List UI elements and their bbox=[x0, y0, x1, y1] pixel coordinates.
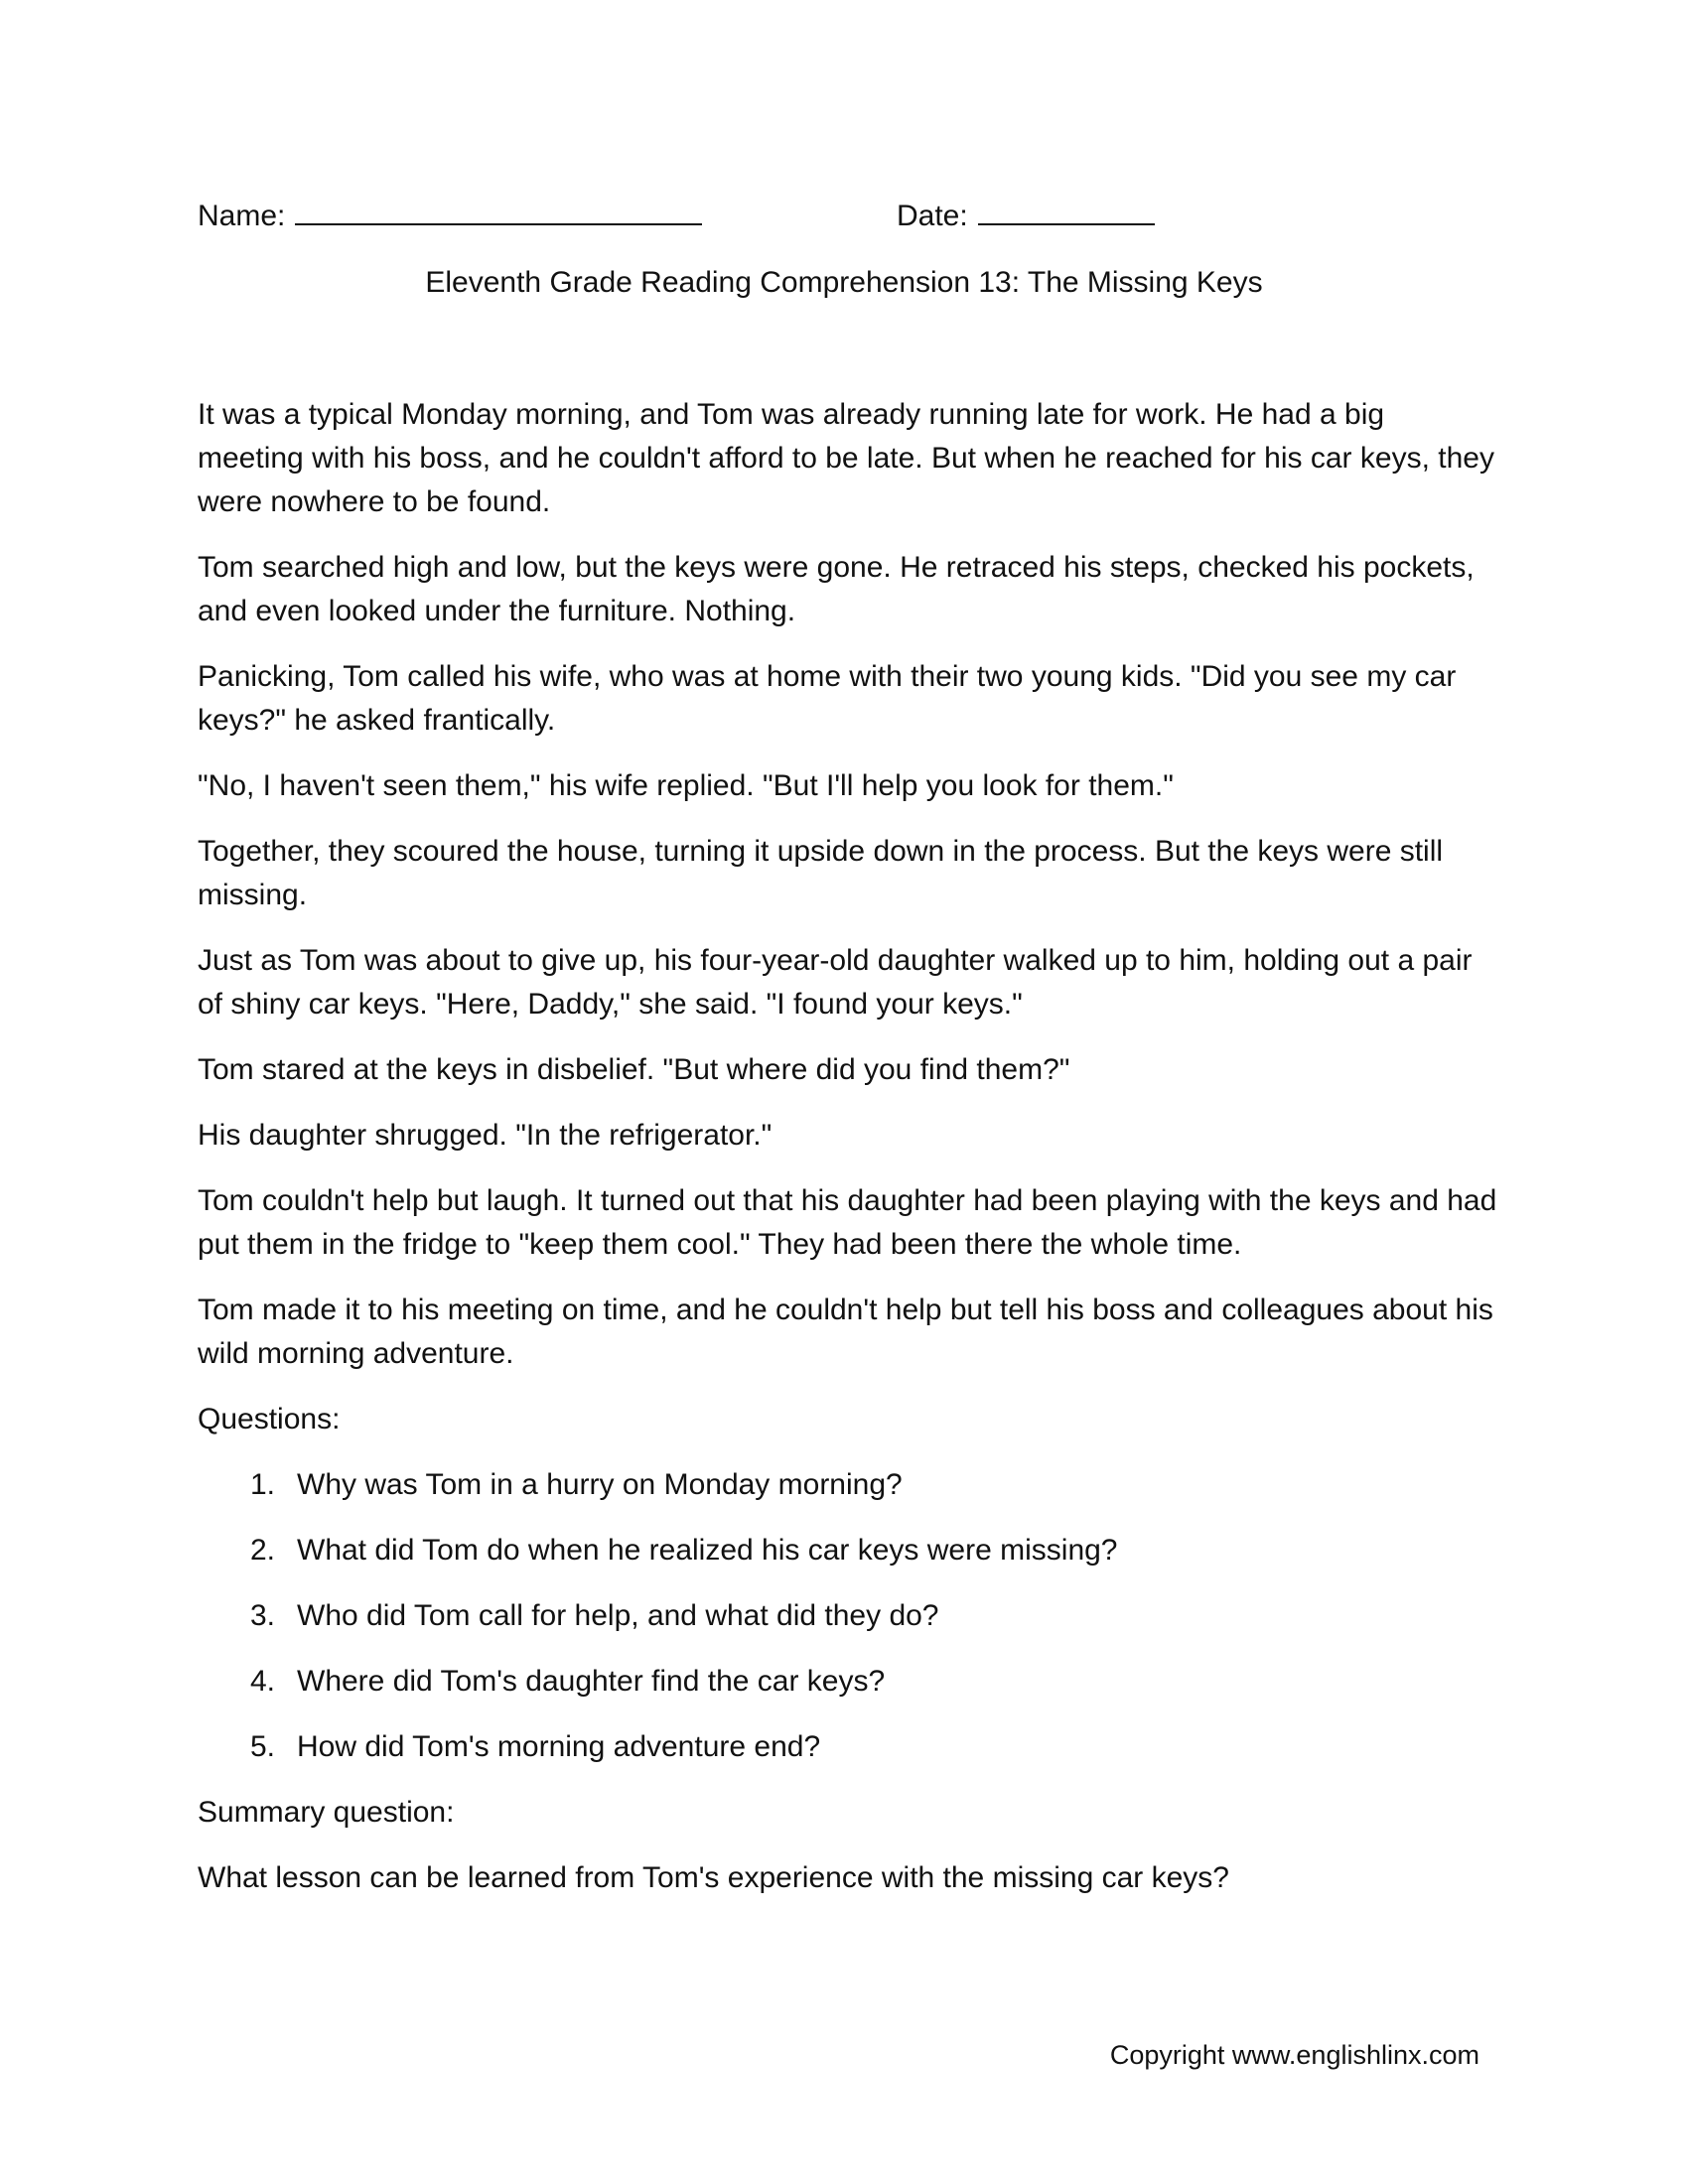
question-text: Who did Tom call for help, and what did they do? bbox=[297, 1599, 939, 1632]
story-paragraph: Tom made it to his meeting on time, and he couldn't help but tell his boss and colleagues about his wild morning adventure. bbox=[198, 1294, 1493, 1370]
story-paragraph: Tom stared at the keys in disbelief. "But where did you find them?" bbox=[198, 1053, 1070, 1086]
story-paragraph: Panicking, Tom called his wife, who was at home with their two young kids. "Did you see my car keys?" he asked frantically. bbox=[198, 660, 1457, 737]
date-field bbox=[897, 200, 1155, 233]
date-blank-line[interactable] bbox=[978, 202, 1155, 225]
question-number: 3. bbox=[249, 1599, 275, 1632]
question-item bbox=[198, 1660, 1498, 1704]
question-item bbox=[198, 1529, 1498, 1572]
story-paragraph: Tom searched high and low, but the keys were gone. He retraced his steps, checked his pockets, and even looked under the furniture. Nothing. bbox=[198, 551, 1475, 627]
name-blank-line[interactable] bbox=[295, 202, 702, 225]
questions-list bbox=[198, 1463, 1498, 1769]
story bbox=[198, 393, 1498, 1376]
question-text: How did Tom's morning adventure end? bbox=[297, 1730, 821, 1763]
story-paragraph: It was a typical Monday morning, and Tom was already running late for work. He had a big meeting with his boss, and he couldn't afford to be late. But when he reached for his car keys, they were nowhere to be found. bbox=[198, 398, 1494, 518]
story-paragraph: Together, they scoured the house, turning it upside down in the process. But the keys were still missing. bbox=[198, 835, 1444, 911]
question-number: 1. bbox=[249, 1468, 275, 1501]
questions-heading: Questions: bbox=[198, 1403, 341, 1435]
summary-question: What lesson can be learned from Tom's experience with the missing car keys? bbox=[198, 1861, 1229, 1894]
question-text: Why was Tom in a hurry on Monday morning? bbox=[297, 1468, 903, 1501]
question-text: Where did Tom's daughter find the car keys? bbox=[297, 1665, 886, 1698]
question-number: 5. bbox=[249, 1730, 275, 1763]
summary-heading: Summary question: bbox=[198, 1796, 455, 1829]
question-text: What did Tom do when he realized his car keys were missing? bbox=[297, 1534, 1118, 1567]
name-label: Name: bbox=[198, 200, 286, 232]
copyright-notice: Copyright www.englishlinx.com bbox=[1109, 2040, 1479, 2070]
date-label: Date: bbox=[897, 200, 968, 232]
name-field bbox=[198, 200, 702, 233]
story-paragraph: Tom couldn't help but laugh. It turned out that his daughter had been playing with the keys and had put them in the fridge to "keep them cool." They had been there the whole time. bbox=[198, 1184, 1497, 1261]
question-item bbox=[198, 1463, 1498, 1507]
story-paragraph: "No, I haven't seen them," his wife replied. "But I'll help you look for them." bbox=[198, 769, 1174, 802]
story-paragraph: Just as Tom was about to give up, his four-year-old daughter walked up to him, holding out a pair of shiny car keys. "Here, Daddy," she said. "I found your keys." bbox=[198, 944, 1473, 1021]
question-number: 2. bbox=[249, 1534, 275, 1567]
worksheet-title: Eleventh Grade Reading Comprehension 13: The Missing Keys bbox=[425, 266, 1263, 299]
question-item bbox=[198, 1594, 1498, 1638]
story-paragraph: His daughter shrugged. "In the refrigerator." bbox=[198, 1119, 773, 1152]
question-number: 4. bbox=[249, 1665, 275, 1698]
worksheet-body bbox=[198, 393, 1498, 1922]
question-item bbox=[198, 1725, 1498, 1769]
